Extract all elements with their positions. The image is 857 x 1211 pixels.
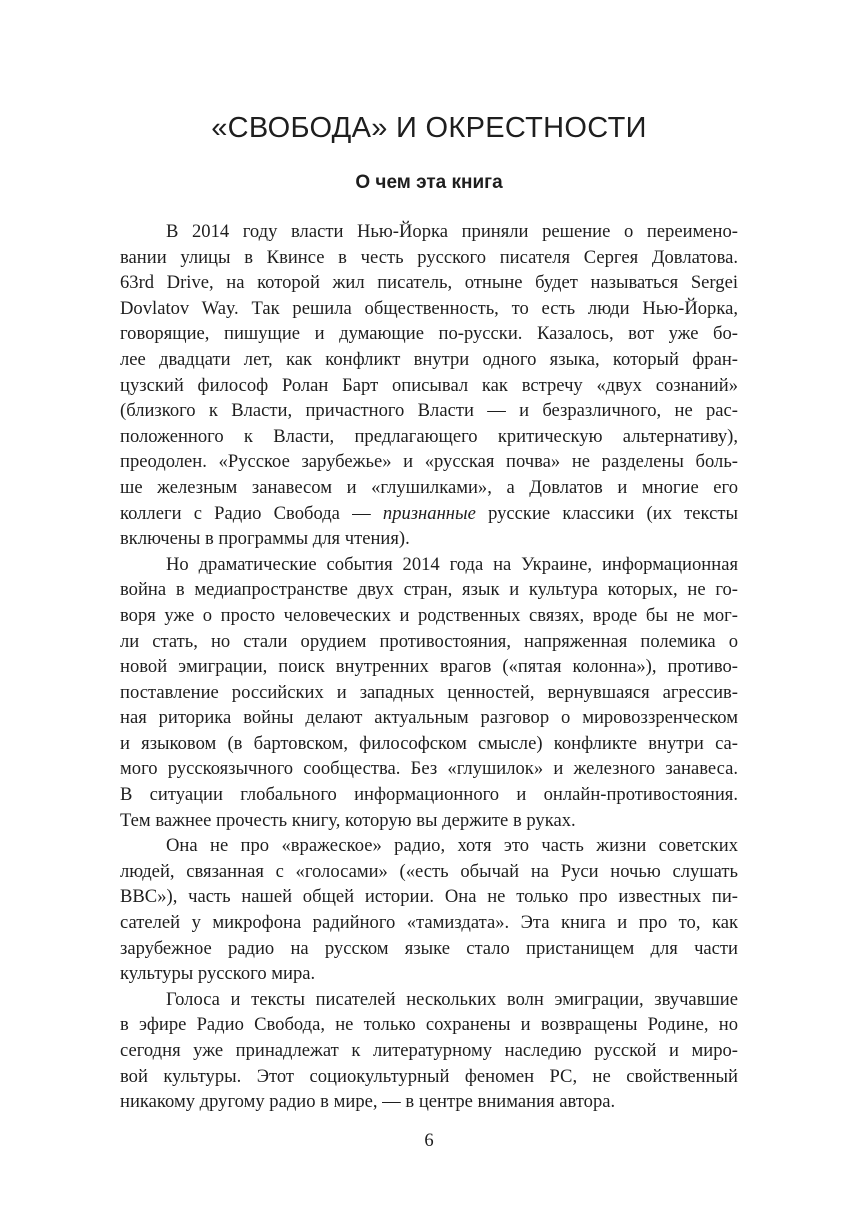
section-title: О чем эта книга bbox=[355, 172, 503, 193]
text-line: мого русскоязычного сообщества. Без «глушилок» и железного занавеса. bbox=[120, 758, 738, 780]
emphasized-word: признанные bbox=[382, 502, 476, 524]
text-line: людей, связанная с «голосами» («есть обычай на Руси ночью слушать bbox=[120, 860, 738, 882]
text-line: поставление российских и западных ценностей, вернувшаяся агрессив- bbox=[120, 681, 738, 703]
text-line: положенного к Власти, предлагающего критическую альтернативу), bbox=[120, 425, 738, 447]
text-line: Тем важнее прочесть книгу, которую вы держите в руках. bbox=[120, 809, 576, 831]
text-line: 63rd Drive, на которой жил писатель, отныне будет называться Sergei bbox=[120, 272, 738, 294]
paragraph bbox=[120, 552, 738, 834]
text-line: никакому другому радио в мире, — в центре внимания автора. bbox=[120, 1091, 616, 1113]
text-line: коллеги с Радио Свобода — признанные русские классики (их тексты bbox=[120, 502, 738, 524]
text-line: Но драматические события 2014 года на Украине, информационная bbox=[166, 553, 738, 575]
text-line: воря уже о просто человеческих и родственных связях, вроде бы не мог- bbox=[120, 604, 738, 626]
page-number: 6 bbox=[424, 1130, 434, 1151]
body-text bbox=[120, 219, 738, 1115]
text-line: Dovlatov Way. Так решила общественность, то есть люди Нью-Йорка, bbox=[120, 297, 738, 319]
text-line: сегодня уже принадлежат к литературному наследию русской и миро- bbox=[120, 1040, 738, 1061]
text-line: ная риторика войны делают актуальным разговор о мировоззренческом bbox=[120, 707, 738, 729]
text-line: цузский философ Ролан Барт описывал как встречу «двух сознаний» bbox=[120, 374, 738, 396]
paragraph bbox=[120, 833, 738, 987]
text-line: включены в программы для чтения). bbox=[120, 528, 410, 550]
text-line: новой эмиграции, поиск внутренних врагов («пятая колонна»), противо- bbox=[120, 656, 738, 678]
text-line: вой культуры. Этот социокультурный феномен РС, не свойственный bbox=[120, 1065, 738, 1087]
text-line: Она не про «вражеское» радио, хотя это часть жизни советских bbox=[166, 835, 738, 857]
text-line: зарубежное радио на русском языке стало пристанищем для части bbox=[120, 937, 738, 959]
chapter-title: «СВОБОДА» И ОКРЕСТНОСТИ bbox=[211, 112, 647, 144]
paragraph bbox=[120, 219, 738, 552]
text-line: вании улицы в Квинсе в честь русского писателя Сергея Довлатова. bbox=[120, 246, 738, 268]
text-line: (близкого к Власти, причастного Власти — и безразличного, не рас- bbox=[120, 400, 738, 422]
text-line: ли стать, но стали орудием противостояния, напряженная полемика о bbox=[120, 630, 738, 652]
text-line: В ситуации глобального информационного и онлайн-противостояния. bbox=[120, 784, 738, 806]
text-line: в эфире Радио Свобода, не только сохранены и возвращены Родине, но bbox=[120, 1014, 738, 1036]
text-line: война в медиапространстве двух стран, язык и культура которых, не го- bbox=[120, 579, 738, 601]
text-line: культуры русского мира. bbox=[120, 963, 316, 985]
text-line: говорящие, пишущие и думающие по-русски. Казалось, вот уже бо- bbox=[120, 323, 738, 345]
text-line: BBC»), часть нашей общей истории. Она не только про известных пи- bbox=[120, 886, 738, 908]
text-line: лее двадцати лет, как конфликт внутри одного языка, который фран- bbox=[120, 348, 738, 370]
text-line: ше железным занавесом и «глушилками», а Довлатов и многие его bbox=[120, 476, 738, 498]
text-line: сателей у микрофона радийного «тамиздата». Эта книга и про то, как bbox=[120, 912, 738, 934]
text-line: и языковом (в бартовском, философском смысле) конфликте внутри са- bbox=[120, 732, 738, 754]
text-line: В 2014 году власти Нью-Йорка приняли решение о переимено- bbox=[166, 221, 738, 242]
text-line: преодолен. «Русское зарубежье» и «русская почва» не разделены боль- bbox=[120, 451, 738, 473]
text-line: Голоса и тексты писателей нескольких волн эмиграции, звучавшие bbox=[166, 988, 738, 1010]
paragraph bbox=[120, 987, 738, 1115]
